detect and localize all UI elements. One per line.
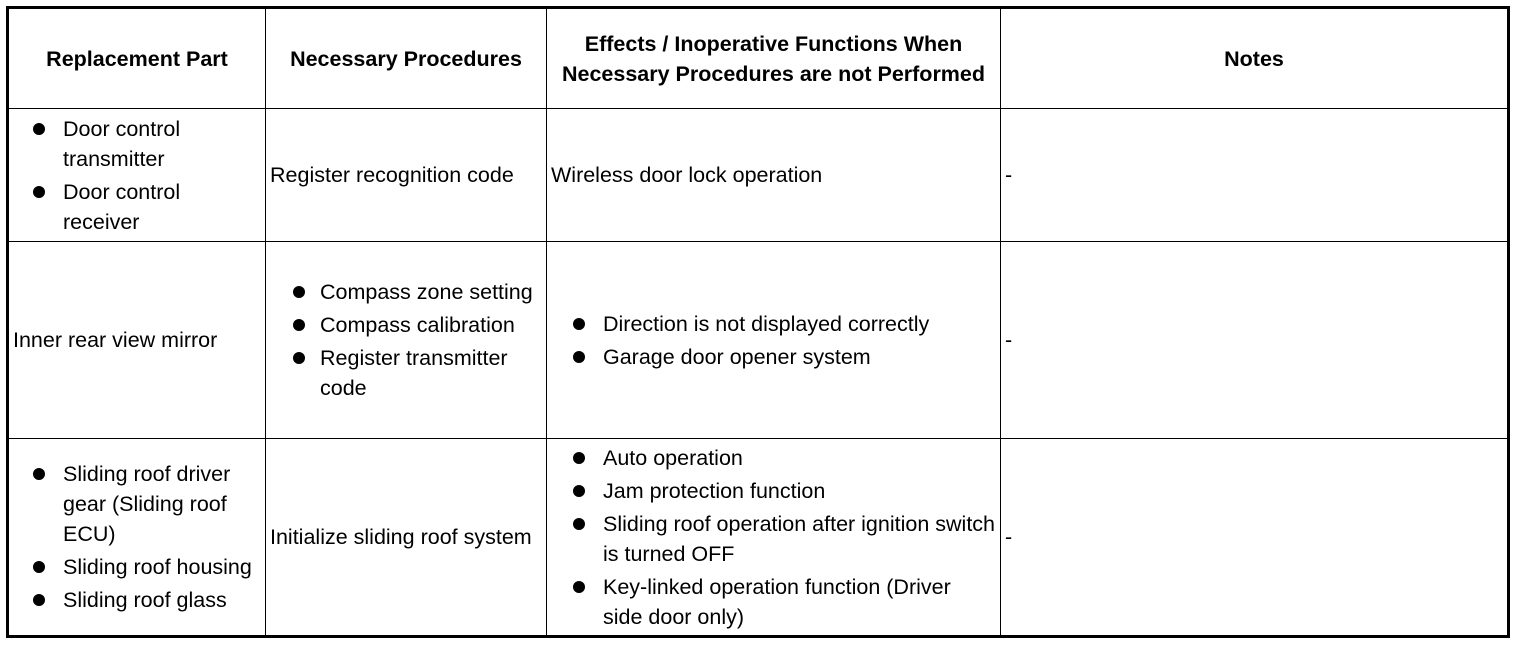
- list-item: Door control receiver: [13, 177, 261, 237]
- list-item: Sliding roof glass: [13, 585, 261, 615]
- list-item: Key-linked operation function (Driver side door only): [551, 572, 996, 632]
- replacement-part-cell: [8, 439, 266, 637]
- notes-cell: -: [1001, 242, 1509, 439]
- list-item: Register transmitter code: [270, 343, 542, 403]
- procedure-cell: Initialize sliding roof system: [266, 439, 547, 637]
- effects-cell: [547, 439, 1001, 637]
- header-effects: Effects / Inoperative Functions When Necessary Procedures are not Performed: [547, 8, 1001, 109]
- list-item: Compass zone setting: [270, 277, 542, 307]
- header-replacement-part: Replacement Part: [8, 8, 266, 109]
- procedure-cell: Register recognition code: [266, 109, 547, 242]
- replacement-part-cell: [8, 109, 266, 242]
- replacement-part-list: [13, 459, 261, 615]
- table-row: [8, 439, 1509, 637]
- procedure-list: [270, 277, 542, 403]
- effects-list: [551, 443, 996, 632]
- replacement-procedures-table: [6, 6, 1510, 638]
- header-notes: Notes: [1001, 8, 1509, 109]
- header-necessary-procedures: Necessary Procedures: [266, 8, 547, 109]
- list-item: Direction is not displayed correctly: [551, 309, 996, 339]
- list-item: Door control transmitter: [13, 114, 261, 174]
- effects-cell: [547, 242, 1001, 439]
- list-item: Garage door opener system: [551, 342, 996, 372]
- table-body: [8, 109, 1509, 637]
- list-item: Compass calibration: [270, 310, 542, 340]
- procedure-cell: [266, 242, 547, 439]
- replacement-part-cell: Inner rear view mirror: [8, 242, 266, 439]
- effects-list: [551, 309, 996, 372]
- table-header: [8, 8, 1509, 109]
- effects-cell: Wireless door lock operation: [547, 109, 1001, 242]
- list-item: Sliding roof housing: [13, 552, 261, 582]
- list-item: Sliding roof operation after ignition switch is turned OFF: [551, 509, 996, 569]
- notes-cell: -: [1001, 439, 1509, 637]
- list-item: Jam protection function: [551, 476, 996, 506]
- table-row: [8, 242, 1509, 439]
- notes-cell: -: [1001, 109, 1509, 242]
- list-item: Sliding roof driver gear (Sliding roof ECU): [13, 459, 261, 549]
- table-row: [8, 109, 1509, 242]
- header-row: [8, 8, 1509, 109]
- replacement-part-list: [13, 114, 261, 237]
- list-item: Auto operation: [551, 443, 996, 473]
